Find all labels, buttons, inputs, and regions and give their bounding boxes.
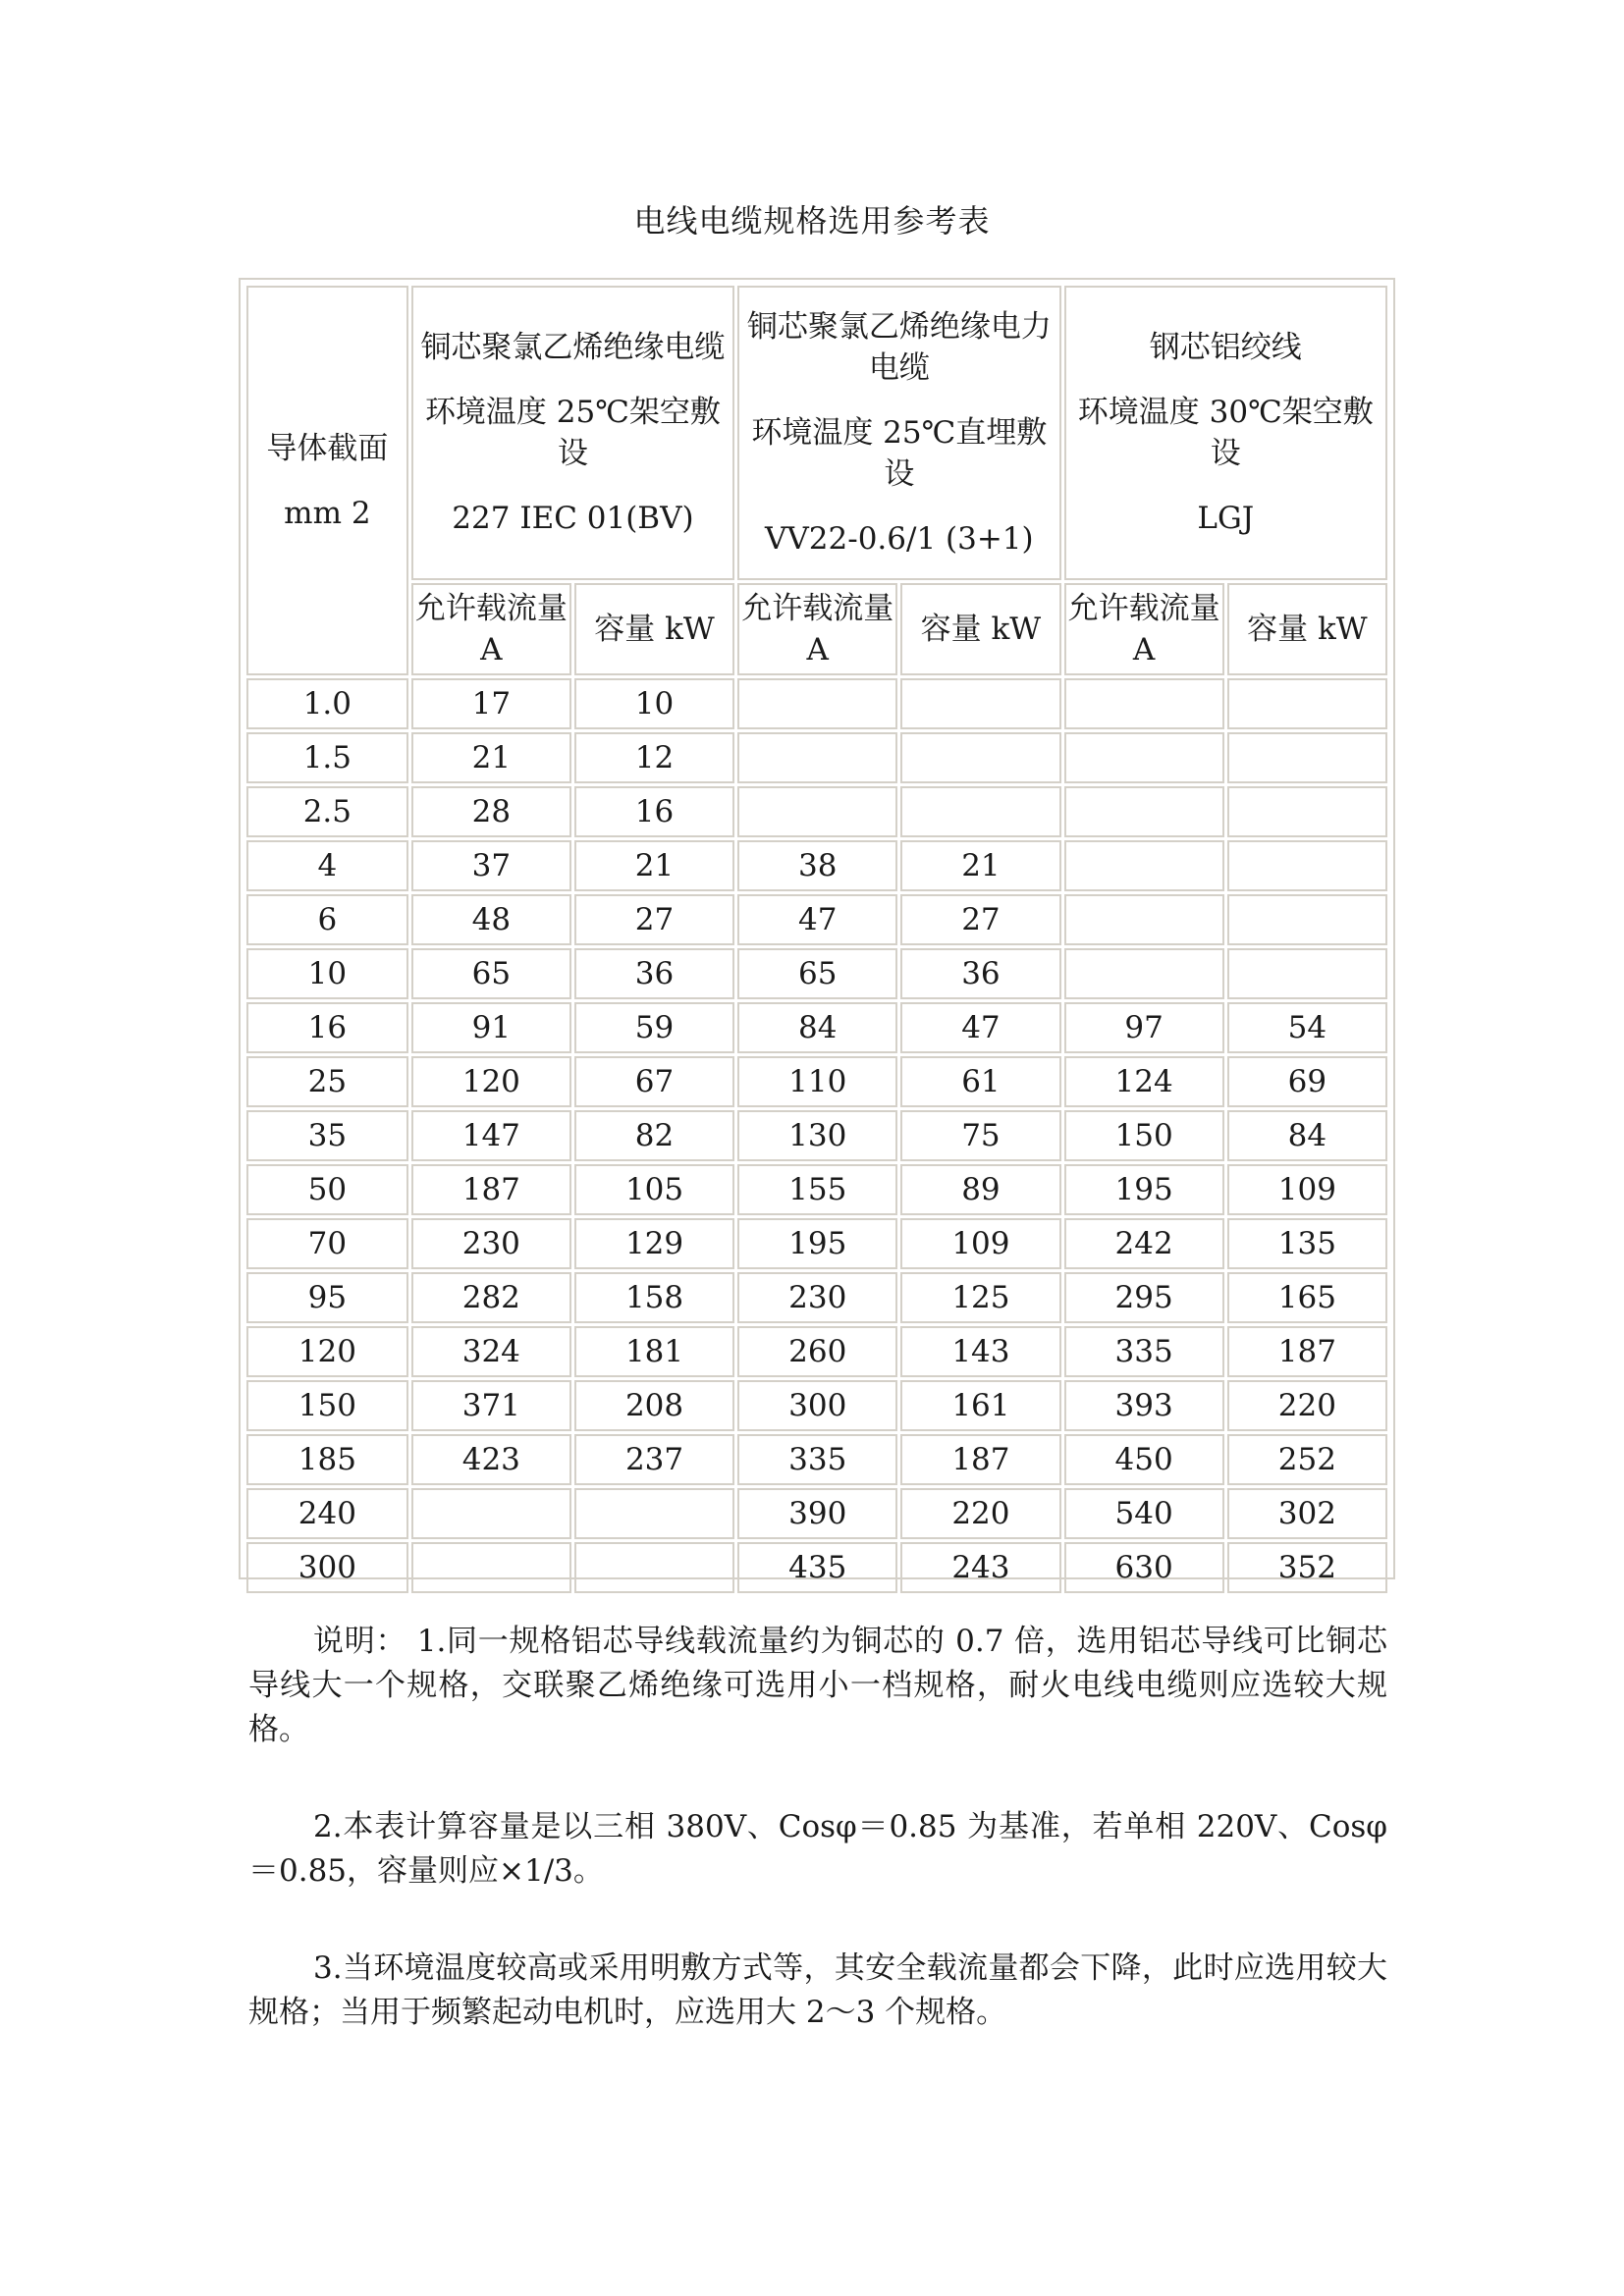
table-cell: 390 bbox=[737, 1488, 897, 1539]
table-cell bbox=[411, 1542, 571, 1593]
table-cell: 82 bbox=[574, 1110, 734, 1161]
table-cell: 110 bbox=[737, 1056, 897, 1107]
table-cell bbox=[1227, 840, 1387, 891]
notes-section bbox=[248, 1620, 1387, 2088]
table-cell: 155 bbox=[737, 1164, 897, 1215]
table-cell bbox=[1064, 786, 1224, 837]
table-cell: 242 bbox=[1064, 1218, 1224, 1269]
cross-section-cell: 150 bbox=[246, 1380, 408, 1431]
table-cell: 181 bbox=[574, 1326, 734, 1377]
table-cell bbox=[737, 678, 897, 729]
table-row bbox=[246, 1488, 1387, 1539]
cross-section-cell: 95 bbox=[246, 1272, 408, 1323]
table-cell: 540 bbox=[1064, 1488, 1224, 1539]
table-cell bbox=[1064, 840, 1224, 891]
table-cell: 21 bbox=[411, 732, 571, 783]
table-cell: 27 bbox=[900, 894, 1060, 945]
group-name: 钢芯铝绞线 bbox=[1149, 330, 1302, 365]
table-cell bbox=[1227, 678, 1387, 729]
cross-section-cell: 10 bbox=[246, 948, 408, 999]
table-cell: 91 bbox=[411, 1002, 571, 1053]
table-cell: 435 bbox=[737, 1542, 897, 1593]
table-cell: 48 bbox=[411, 894, 571, 945]
table-cell: 237 bbox=[574, 1434, 734, 1485]
group-header-vv22 bbox=[737, 286, 1060, 580]
table-cell: 150 bbox=[1064, 1110, 1224, 1161]
table-cell: 61 bbox=[900, 1056, 1060, 1107]
col-header-cross-section bbox=[246, 286, 408, 675]
table-cell: 195 bbox=[1064, 1164, 1224, 1215]
table-cell: 335 bbox=[1064, 1326, 1224, 1377]
table-cell: 158 bbox=[574, 1272, 734, 1323]
table-row bbox=[246, 1218, 1387, 1269]
table-cell: 630 bbox=[1064, 1542, 1224, 1593]
note-1: 说明： 1.同一规格铝芯导线载流量约为铜芯的 0.7 倍，选用铝芯导线可比铜芯导线大一个规格，交联聚乙烯绝缘可选用小一档规格，耐火电线电缆则应选较大规格。 bbox=[248, 1624, 1387, 1747]
table-cell: 125 bbox=[900, 1272, 1060, 1323]
table-cell: 89 bbox=[900, 1164, 1060, 1215]
table-cell: 36 bbox=[574, 948, 734, 999]
table-row bbox=[246, 1272, 1387, 1323]
group-model: VV22-0.6/1 (3+1) bbox=[765, 521, 1034, 557]
table-cell: 324 bbox=[411, 1326, 571, 1377]
table-cell: 21 bbox=[574, 840, 734, 891]
table-cell: 84 bbox=[737, 1002, 897, 1053]
table-cell: 230 bbox=[737, 1272, 897, 1323]
table-cell: 450 bbox=[1064, 1434, 1224, 1485]
table-cell bbox=[1227, 948, 1387, 999]
table-row bbox=[246, 1002, 1387, 1053]
table-cell: 371 bbox=[411, 1380, 571, 1431]
table-cell: 10 bbox=[574, 678, 734, 729]
table-cell: 27 bbox=[574, 894, 734, 945]
subheader-capacity: 容量 kW bbox=[900, 583, 1060, 675]
table-row bbox=[246, 1056, 1387, 1107]
table-cell: 129 bbox=[574, 1218, 734, 1269]
table-cell: 208 bbox=[574, 1380, 734, 1431]
subheader-current: 允许载流量 A bbox=[1064, 583, 1224, 675]
table-row bbox=[246, 678, 1387, 729]
table-cell: 161 bbox=[900, 1380, 1060, 1431]
table-cell: 130 bbox=[737, 1110, 897, 1161]
table-cell: 135 bbox=[1227, 1218, 1387, 1269]
table-cell: 187 bbox=[900, 1434, 1060, 1485]
cross-section-cell: 25 bbox=[246, 1056, 408, 1107]
group-header-bv bbox=[411, 286, 734, 580]
table-cell: 109 bbox=[1227, 1164, 1387, 1215]
table-cell: 120 bbox=[411, 1056, 571, 1107]
table-cell: 12 bbox=[574, 732, 734, 783]
table-cell: 295 bbox=[1064, 1272, 1224, 1323]
table-cell: 65 bbox=[737, 948, 897, 999]
cross-section-cell: 6 bbox=[246, 894, 408, 945]
table-cell: 36 bbox=[900, 948, 1060, 999]
cross-section-cell: 120 bbox=[246, 1326, 408, 1377]
table-cell: 195 bbox=[737, 1218, 897, 1269]
table-cell: 54 bbox=[1227, 1002, 1387, 1053]
table-cell: 220 bbox=[1227, 1380, 1387, 1431]
table-row bbox=[246, 894, 1387, 945]
table-cell: 97 bbox=[1064, 1002, 1224, 1053]
table-cell: 37 bbox=[411, 840, 571, 891]
subheader-current: 允许载流量 A bbox=[411, 583, 571, 675]
table-row bbox=[246, 1542, 1387, 1593]
table-cell: 105 bbox=[574, 1164, 734, 1215]
group-condition: 环境温度 25℃直埋敷设 bbox=[751, 415, 1048, 492]
table-row bbox=[246, 1164, 1387, 1215]
table-cell: 21 bbox=[900, 840, 1060, 891]
table-cell: 28 bbox=[411, 786, 571, 837]
table-cell: 84 bbox=[1227, 1110, 1387, 1161]
group-header-lgj bbox=[1064, 286, 1387, 580]
table-cell bbox=[1064, 732, 1224, 783]
page-title: 电线电缆规格选用参考表 bbox=[633, 202, 991, 240]
table-cell bbox=[900, 786, 1060, 837]
table-row bbox=[246, 1326, 1387, 1377]
table-cell: 47 bbox=[900, 1002, 1060, 1053]
table-cell bbox=[1227, 732, 1387, 783]
table-cell: 59 bbox=[574, 1002, 734, 1053]
table-cell: 165 bbox=[1227, 1272, 1387, 1323]
group-name: 铜芯聚氯乙烯绝缘电缆 bbox=[420, 330, 726, 365]
table-cell bbox=[1227, 786, 1387, 837]
table-cell bbox=[574, 1488, 734, 1539]
table-cell: 75 bbox=[900, 1110, 1060, 1161]
table-cell bbox=[737, 732, 897, 783]
group-model: LGJ bbox=[1197, 501, 1255, 536]
cross-section-cell: 50 bbox=[246, 1164, 408, 1215]
table-cell: 16 bbox=[574, 786, 734, 837]
table-row bbox=[246, 732, 1387, 783]
table-cell bbox=[900, 678, 1060, 729]
table-cell: 393 bbox=[1064, 1380, 1224, 1431]
group-name: 铜芯聚氯乙烯绝缘电力电缆 bbox=[746, 309, 1052, 386]
table-cell: 47 bbox=[737, 894, 897, 945]
note-2: 2.本表计算容量是以三相 380V、Cosφ＝0.85 为基准，若单相 220V、Cosφ＝0.85，容量则应×1/3。 bbox=[248, 1809, 1387, 1889]
table-cell: 302 bbox=[1227, 1488, 1387, 1539]
cross-section-cell: 240 bbox=[246, 1488, 408, 1539]
table-row bbox=[246, 1380, 1387, 1431]
table-cell bbox=[737, 786, 897, 837]
cross-section-cell: 35 bbox=[246, 1110, 408, 1161]
table-cell: 38 bbox=[737, 840, 897, 891]
table-cell bbox=[1064, 948, 1224, 999]
table-cell: 335 bbox=[737, 1434, 897, 1485]
table-cell: 124 bbox=[1064, 1056, 1224, 1107]
subheader-capacity: 容量 kW bbox=[1227, 583, 1387, 675]
cross-section-cell: 1.0 bbox=[246, 678, 408, 729]
table-cell bbox=[1064, 894, 1224, 945]
subheader-current: 允许载流量 A bbox=[737, 583, 897, 675]
table-cell: 300 bbox=[737, 1380, 897, 1431]
table-row bbox=[246, 1434, 1387, 1485]
table-cell bbox=[411, 1488, 571, 1539]
cross-section-cell: 70 bbox=[246, 1218, 408, 1269]
table-row bbox=[246, 840, 1387, 891]
table-cell bbox=[1227, 894, 1387, 945]
cross-section-cell: 2.5 bbox=[246, 786, 408, 837]
table-cell: 109 bbox=[900, 1218, 1060, 1269]
table-cell: 423 bbox=[411, 1434, 571, 1485]
table-cell: 187 bbox=[1227, 1326, 1387, 1377]
table-cell: 143 bbox=[900, 1326, 1060, 1377]
note-3: 3.当环境温度较高或采用明敷方式等，其安全载流量都会下降，此时应选用较大规格；当用于频繁起动电机时，应选用大 2～3 个规格。 bbox=[248, 1950, 1387, 2030]
table-cell: 67 bbox=[574, 1056, 734, 1107]
cross-section-cell: 1.5 bbox=[246, 732, 408, 783]
table-row bbox=[246, 948, 1387, 999]
table-row bbox=[246, 1110, 1387, 1161]
table-cell: 220 bbox=[900, 1488, 1060, 1539]
table-cell: 243 bbox=[900, 1542, 1060, 1593]
cross-section-cell: 300 bbox=[246, 1542, 408, 1593]
table-cell bbox=[900, 732, 1060, 783]
cable-spec-table-frame bbox=[239, 278, 1395, 1585]
table-row bbox=[246, 786, 1387, 837]
table-body bbox=[246, 678, 1387, 1593]
table-cell: 17 bbox=[411, 678, 571, 729]
table-cell bbox=[1064, 678, 1224, 729]
cable-spec-table bbox=[244, 283, 1390, 1596]
table-cell: 65 bbox=[411, 948, 571, 999]
cross-section-cell: 16 bbox=[246, 1002, 408, 1053]
table-cell: 69 bbox=[1227, 1056, 1387, 1107]
table-cell: 187 bbox=[411, 1164, 571, 1215]
group-condition: 环境温度 25℃架空敷设 bbox=[424, 395, 721, 471]
table-cell bbox=[574, 1542, 734, 1593]
cross-section-label: 导体截面 bbox=[266, 430, 389, 466]
cross-section-cell: 4 bbox=[246, 840, 408, 891]
table-cell: 282 bbox=[411, 1272, 571, 1323]
subheader-capacity: 容量 kW bbox=[574, 583, 734, 675]
table-cell: 352 bbox=[1227, 1542, 1387, 1593]
cross-section-unit: mm 2 bbox=[284, 495, 371, 531]
table-cell: 230 bbox=[411, 1218, 571, 1269]
group-condition: 环境温度 30℃架空敷设 bbox=[1077, 395, 1374, 471]
table-cell: 260 bbox=[737, 1326, 897, 1377]
cross-section-cell: 185 bbox=[246, 1434, 408, 1485]
table-cell: 252 bbox=[1227, 1434, 1387, 1485]
group-model: 227 IEC 01(BV) bbox=[452, 501, 694, 536]
table-cell: 147 bbox=[411, 1110, 571, 1161]
